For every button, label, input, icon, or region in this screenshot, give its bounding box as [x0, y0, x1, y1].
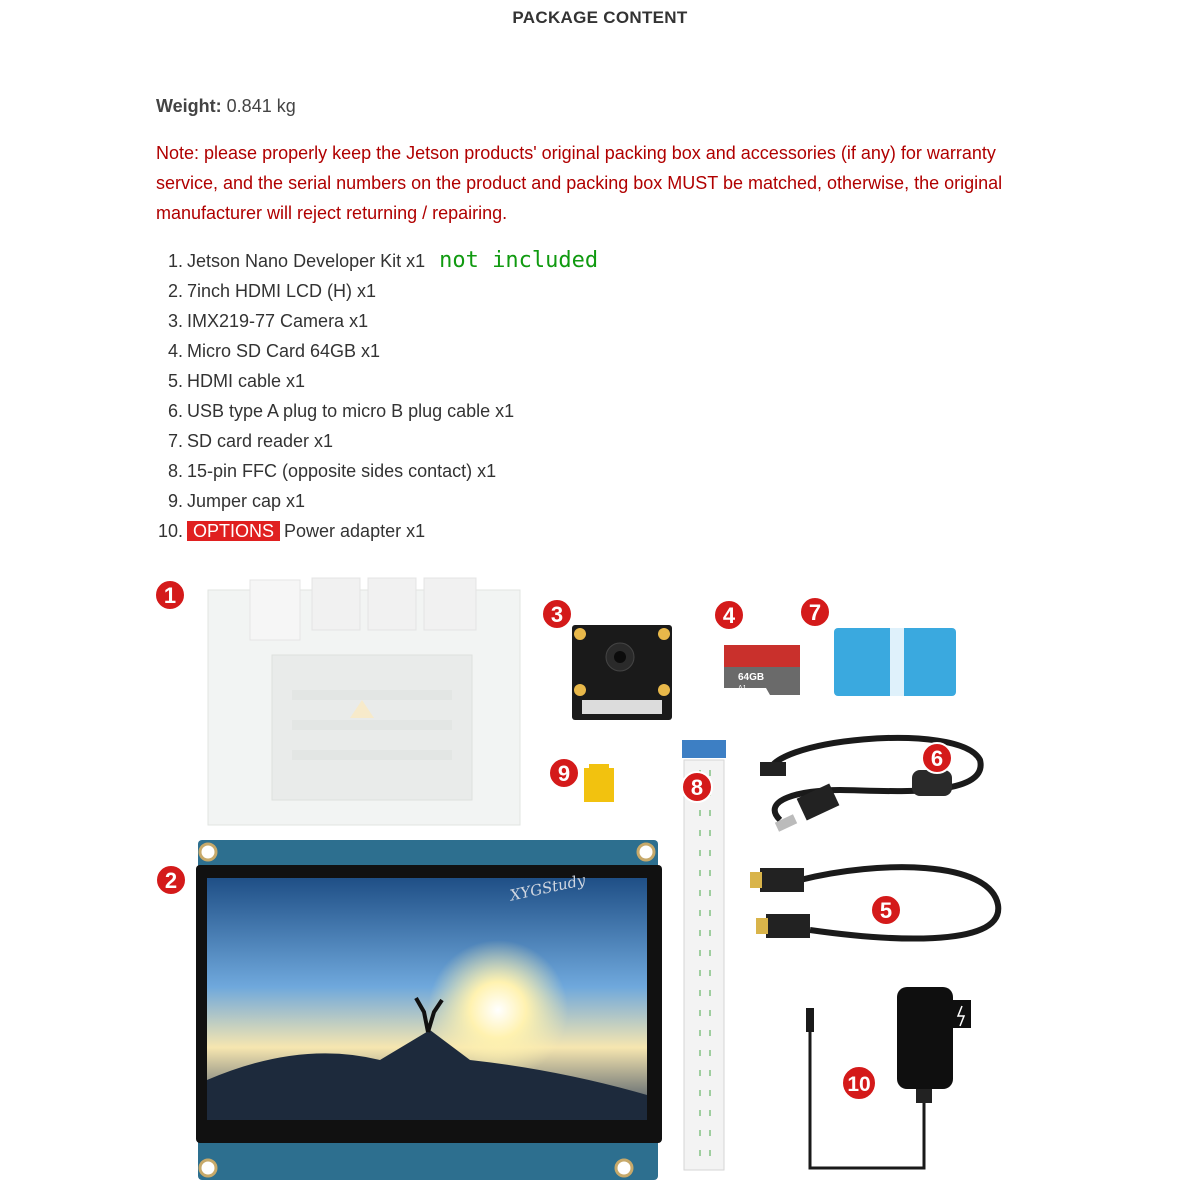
svg-text:8: 8	[690, 775, 704, 800]
options-badge: OPTIONS	[187, 521, 280, 541]
list-item: 9. Jumper cap x1	[167, 491, 306, 511]
list-item: 5. HDMI cable x1	[167, 371, 306, 391]
micro-sd-card	[724, 645, 800, 695]
callout-10	[842, 1066, 876, 1100]
callout-4	[714, 600, 744, 630]
weight-label: Weight:	[156, 96, 222, 116]
power-adapter	[806, 987, 971, 1168]
watermark: XYGStudy	[508, 870, 587, 905]
sd-capacity-label: 64GB	[738, 672, 765, 683]
list-item: 6. USB type A plug to micro B plug cable x1	[167, 401, 515, 421]
sd-class-label: A1	[738, 685, 747, 692]
callout-2	[156, 865, 186, 895]
list-item: 4. Micro SD Card 64GB x1	[167, 341, 381, 361]
list-item: 2. 7inch HDMI LCD (H) x1	[167, 281, 377, 301]
warranty-note: Note: please properly keep the Jetson products' original packing box and accessories (if any) for warranty service, and the serial numbers on the product and packing box MUST be matched, otherwise, the original manufacturer will reject returning / repairing.	[156, 143, 1003, 223]
not-included-tag: not included	[439, 248, 599, 273]
callout-5	[871, 895, 901, 925]
callout-6	[922, 743, 952, 773]
svg-text:2: 2	[164, 868, 178, 893]
svg-text:7: 7	[808, 600, 822, 625]
weight-value: 0.841 kg	[226, 96, 296, 116]
callout-1	[155, 580, 185, 610]
svg-text:6: 6	[930, 746, 944, 771]
list-item: 10. OPTIONS Power adapter x1	[157, 521, 426, 541]
svg-text:3: 3	[550, 602, 564, 627]
hdmi-lcd-display	[196, 840, 662, 1180]
callout-9	[549, 758, 579, 788]
list-item: 3. IMX219-77 Camera x1	[167, 311, 369, 331]
svg-text:5: 5	[879, 898, 893, 923]
svg-text:10: 10	[847, 1073, 871, 1096]
svg-text:9: 9	[557, 761, 571, 786]
list-item: 8. 15-pin FFC (opposite sides contact) x1	[167, 461, 497, 481]
svg-text:4: 4	[722, 603, 736, 628]
package-photo	[150, 570, 1030, 1190]
callout-7	[800, 597, 830, 627]
list-item: 7. SD card reader x1	[167, 431, 334, 451]
ffc-cable	[682, 740, 726, 1170]
page-title: PACKAGE CONTENT	[512, 8, 688, 27]
weight-line	[156, 96, 296, 117]
list-item: 1. Jetson Nano Developer Kit x1 not included	[167, 248, 599, 273]
svg-text:1: 1	[163, 583, 177, 608]
jetson-nano-board	[208, 578, 520, 825]
jumper-cap	[584, 764, 614, 802]
imx219-camera	[572, 625, 672, 720]
callout-3	[542, 599, 572, 629]
sd-card-reader	[834, 628, 956, 696]
callout-8	[682, 772, 712, 802]
package-list	[150, 246, 598, 546]
